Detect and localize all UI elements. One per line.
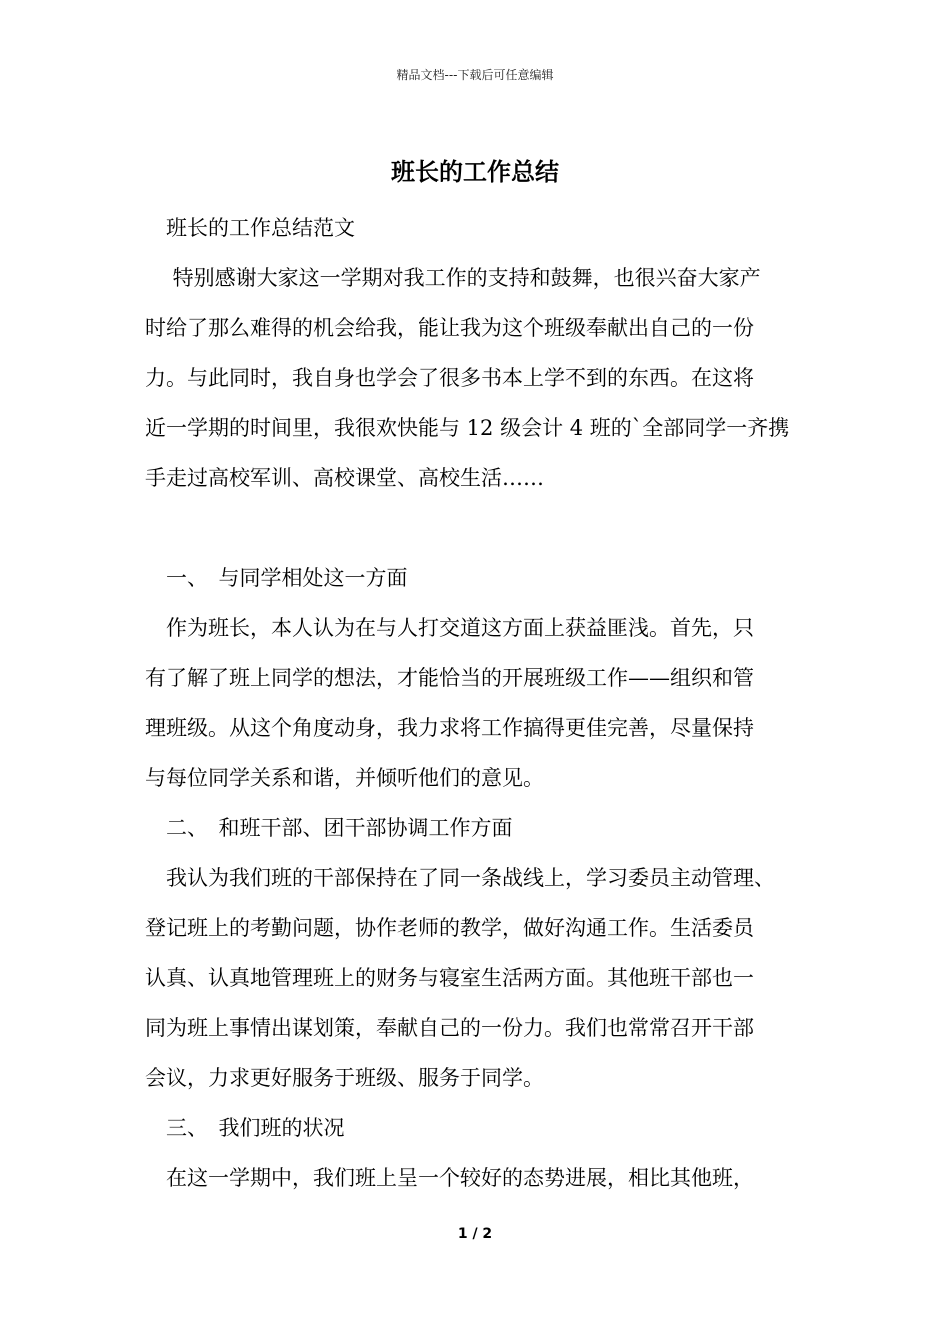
body-line: 班长的工作总结范文	[145, 216, 355, 240]
body-line: 特别感谢大家这一学期对我工作的支持和鼓舞，也很兴奋大家产	[145, 266, 761, 290]
body-line: 认真、认真地管理班上的财务与寝室生活两方面。其他班干部也一	[145, 966, 754, 990]
body-line: 同为班上事情出谋划策，奉献自己的一份力。我们也常常召开干部	[145, 1016, 754, 1040]
document-body	[145, 203, 825, 1203]
body-line: 在这一学期中，我们班上呈一个较好的态势进展，相比其他班，	[145, 1166, 754, 1190]
section-heading: 三、 我们班的状况	[145, 1116, 345, 1140]
body-line: 与每位同学关系和谐，并倾听他们的意见。	[145, 766, 544, 790]
section-heading: 二、 和班干部、团干部协调工作方面	[145, 816, 513, 840]
body-line: 手走过高校军训、高校课堂、高校生活……	[145, 466, 544, 490]
body-line: 力。与此同时，我自身也学会了很多书本上学不到的东西。在这将	[145, 366, 754, 390]
body-line: 登记班上的考勤问题，协作老师的教学，做好沟通工作。生活委员	[145, 916, 754, 940]
body-line: 理班级。从这个角度动身，我力求将工作搞得更佳完善，尽量保持	[145, 716, 754, 740]
body-line: 时给了那么难得的机会给我，能让我为这个班级奉献出自己的一份	[145, 316, 754, 340]
body-line: 会议，力求更好服务于班级、服务于同学。	[145, 1066, 544, 1090]
document-header-note: 精品文档---下载后可任意编辑	[396, 68, 554, 82]
body-line: 有了解了班上同学的想法，才能恰当的开展班级工作——组织和管	[145, 666, 754, 690]
body-line: 作为班长，本人认为在与人打交道这方面上获益匪浅。首先，只	[145, 616, 754, 640]
document-title: 班长的工作总结	[391, 157, 559, 186]
blank-line	[145, 503, 825, 553]
body-line: 近一学期的时间里，我很欢快能与 12 级会计 4 班的`全部同学一齐携	[145, 416, 790, 440]
body-line: 我认为我们班的干部保持在了同一条战线上，学习委员主动管理、	[145, 866, 775, 890]
page-number: 1 / 2	[457, 1226, 493, 1242]
section-heading: 一、 与同学相处这一方面	[145, 566, 408, 590]
